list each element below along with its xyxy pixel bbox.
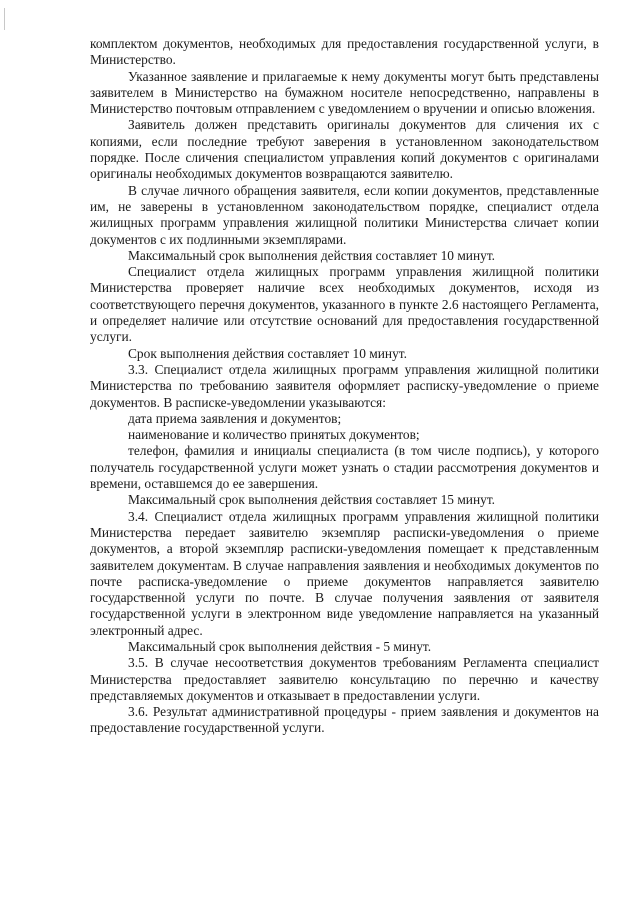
paragraph-submission-methods: Указанное заявление и прилагаемые к нему документы могут быть представлены заявителем в Министерство на бумажном носителе непосредственно, направлены в Министерство почтовым отправлением с уведомлением о вручении и описью вложения. xyxy=(90,68,599,117)
paragraph-document-check: Специалист отдела жилищных программ управления жилищной политики Министерства проверяет наличие всех необходимых документов, исходя из соответствующего перечня документов, указанного в пункте 2.6 настоящего Регламента, и определяет наличие или отсутствие оснований для предоставления государственной услуги. xyxy=(90,264,599,345)
paragraph-time-10: Срок выполнения действия составляет 10 минут. xyxy=(128,345,407,361)
paragraph-section-3-6: 3.6. Результат административной процедуры - прием заявления и документов на предоставление государственной услуги. xyxy=(90,704,599,736)
paragraph-section-3-5: 3.5. В случае несоответствия документов требованиям Регламента специалист Министерства предоставляет заявителю консультацию по перечню и качеству представляемых документов и отказывает в предоставлении услуги. xyxy=(90,655,599,703)
paragraph-section-3-4: 3.4. Специалист отдела жилищных программ управления жилищной политики Министерства передает заявителю экземпляр расписки-уведомления о приеме документов, а второй экземпляр расписки-уведомления помещает к представленным заявителем документам. В случае направления заявления и необходимых документов по почте расписка-уведомление о приеме документов направляется заявителю государственной услуги по почте. В случае получения заявления от заявителя государственной услуги в электронном виде уведомление направляется на указанный электронный адрес. xyxy=(90,508,599,638)
list-item-specialist-contact: телефон, фамилия и инициалы специалиста (в том числе подпись), у которого получатель государственной услуги может узнать о стадии рассмотрения документов и времени, оставшемся до ее завершения. xyxy=(90,443,599,492)
list-item-receipt-date: дата приема заявления и документов; xyxy=(128,410,342,426)
paragraph-personal-visit: В случае личного обращения заявителя, если копии документов, представленные им, не заверены в установленном законодательством порядке, специалист отдела жилищных программ управления жилищной политики Министерства сличает копии документов с их подлинными экземплярами. xyxy=(90,182,599,247)
document-page xyxy=(90,36,599,737)
paragraph-section-3-3: 3.3. Специалист отдела жилищных программ управления жилищной политики Министерства по требованию заявителя оформляет расписку-уведомление о приеме документов. В расписке-уведомлении указываются: xyxy=(90,361,599,410)
paragraph-max-time-5: Максимальный срок выполнения действия - 5 минут. xyxy=(128,638,432,654)
list-item-document-count: наименование и количество принятых документов; xyxy=(128,427,420,443)
paragraph-original-documents: Заявитель должен представить оригиналы документов для сличения их с копиями, если последние требуют заверения в установленном законодательством порядке. После сличения специалистом управления копий документов с оригиналами оригиналы необходимых документов возвращаются заявителю. xyxy=(90,117,599,182)
paragraph-max-time-10: Максимальный срок выполнения действия составляет 10 минут. xyxy=(128,247,496,263)
paragraph-continuation: комплектом документов, необходимых для предоставления государственной услуги, в Министерство. xyxy=(90,36,599,68)
paragraph-max-time-15: Максимальный срок выполнения действия составляет 15 минут. xyxy=(128,492,496,508)
scan-edge-mark xyxy=(4,8,5,30)
